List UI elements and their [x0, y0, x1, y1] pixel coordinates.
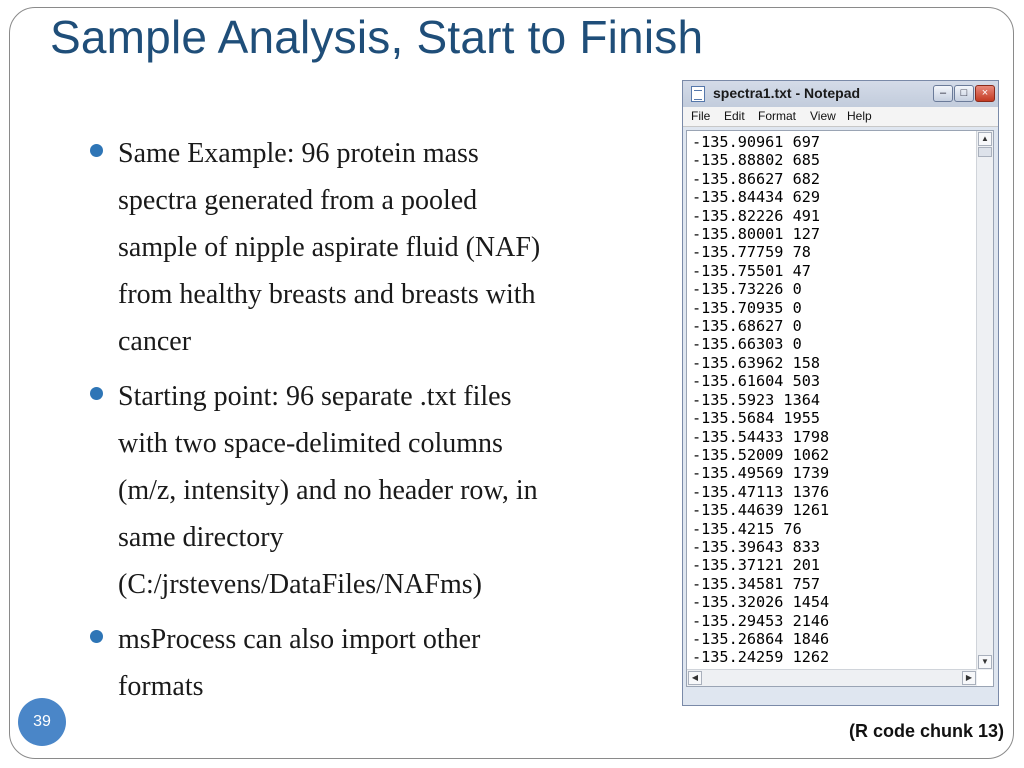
notepad-row: -135.88802 685 — [692, 151, 821, 170]
bullet-line: spectra generated from a pooled — [118, 185, 478, 216]
horizontal-scrollbar[interactable] — [687, 669, 977, 686]
scroll-left-icon[interactable]: ◀ — [688, 671, 702, 685]
menu-format[interactable]: Format — [758, 109, 797, 123]
notepad-row: -135.26864 1846 — [692, 629, 830, 648]
notepad-row: -135.68627 0 — [692, 317, 802, 336]
notepad-row: -135.52009 1062 — [692, 445, 830, 464]
scroll-down-icon[interactable]: ▼ — [978, 655, 992, 669]
notepad-window — [682, 80, 999, 706]
scroll-right-icon[interactable]: ▶ — [962, 671, 976, 685]
notepad-row: -135.82226 491 — [692, 206, 821, 225]
bullet-line: from healthy breasts and breasts with — [118, 279, 536, 310]
bullet-line: Same Example: 96 protein mass — [118, 138, 479, 169]
bullet-line: (m/z, intensity) and no header row, in — [118, 475, 538, 506]
minimize-button[interactable]: – — [933, 85, 953, 102]
notepad-row: -135.54433 1798 — [692, 427, 830, 446]
bullet-line: (C:/jrstevens/DataFiles/NAFms) — [118, 569, 482, 600]
notepad-row: -135.63962 158 — [692, 353, 821, 372]
notepad-text-area[interactable] — [686, 130, 994, 687]
slide-title: Sample Analysis, Start to Finish — [50, 11, 704, 63]
slide-number-badge: 39 — [18, 698, 66, 746]
footer-note: (R code chunk 13) — [848, 721, 1004, 741]
notepad-row: -135.73226 0 — [692, 280, 802, 299]
notepad-title: spectra1.txt - Notepad — [713, 85, 861, 101]
notepad-row: -135.5923 1364 — [692, 390, 821, 409]
menu-edit[interactable]: Edit — [724, 109, 745, 123]
notepad-row: -135.77759 78 — [692, 243, 811, 262]
scroll-thumb[interactable] — [978, 147, 992, 157]
notepad-row: -135.37121 201 — [692, 556, 821, 575]
notepad-text-rows — [692, 133, 829, 667]
bullet-line: msProcess can also import other — [118, 624, 481, 655]
notepad-row: -135.90961 697 — [692, 133, 821, 151]
bullet-item — [90, 130, 670, 365]
vertical-scrollbar[interactable] — [976, 131, 993, 670]
menu-view[interactable]: View — [810, 109, 836, 123]
bullet-line: cancer — [118, 326, 192, 357]
notepad-row: -135.5684 1955 — [692, 409, 821, 428]
notepad-row: -135.39643 833 — [692, 537, 821, 556]
notepad-row: -135.34581 757 — [692, 574, 821, 593]
bullet-line: formats — [118, 671, 204, 702]
notepad-row: -135.32026 1454 — [692, 593, 830, 612]
notepad-row: -135.24259 1262 — [692, 648, 830, 667]
maximize-button[interactable]: □ — [954, 85, 974, 102]
notepad-row: -135.75501 47 — [692, 261, 811, 280]
notepad-row: -135.44639 1261 — [692, 501, 830, 520]
notepad-menubar — [683, 107, 998, 127]
notepad-row: -135.66303 0 — [692, 335, 802, 354]
scroll-up-icon[interactable]: ▲ — [978, 132, 992, 146]
notepad-row: -135.61604 503 — [692, 372, 821, 391]
notepad-row: -135.4215 76 — [692, 519, 802, 538]
notepad-frame-bottom — [683, 687, 998, 705]
notepad-row: -135.29453 2146 — [692, 611, 830, 630]
bullet-line: with two space-delimited columns — [118, 428, 503, 459]
notepad-titlebar[interactable] — [683, 81, 998, 107]
notepad-row: -135.49569 1739 — [692, 464, 830, 483]
bullet-line: same directory — [118, 522, 284, 553]
bullet-list — [90, 130, 670, 718]
close-button[interactable]: × — [975, 85, 995, 102]
notepad-row: -135.47113 1376 — [692, 482, 830, 501]
notepad-row: -135.86627 682 — [692, 169, 821, 188]
bullet-item — [90, 373, 670, 608]
bullet-line: sample of nipple aspirate fluid (NAF) — [118, 232, 541, 263]
notepad-row: -135.70935 0 — [692, 298, 802, 317]
bullet-item — [90, 616, 670, 710]
notepad-row: -135.80001 127 — [692, 225, 821, 244]
notepad-row: -135.84434 629 — [692, 188, 821, 207]
menu-help[interactable]: Help — [847, 109, 872, 123]
bullet-line: Starting point: 96 separate .txt files — [118, 381, 512, 412]
notepad-app-icon — [691, 86, 705, 102]
menu-file[interactable]: File — [691, 109, 711, 123]
